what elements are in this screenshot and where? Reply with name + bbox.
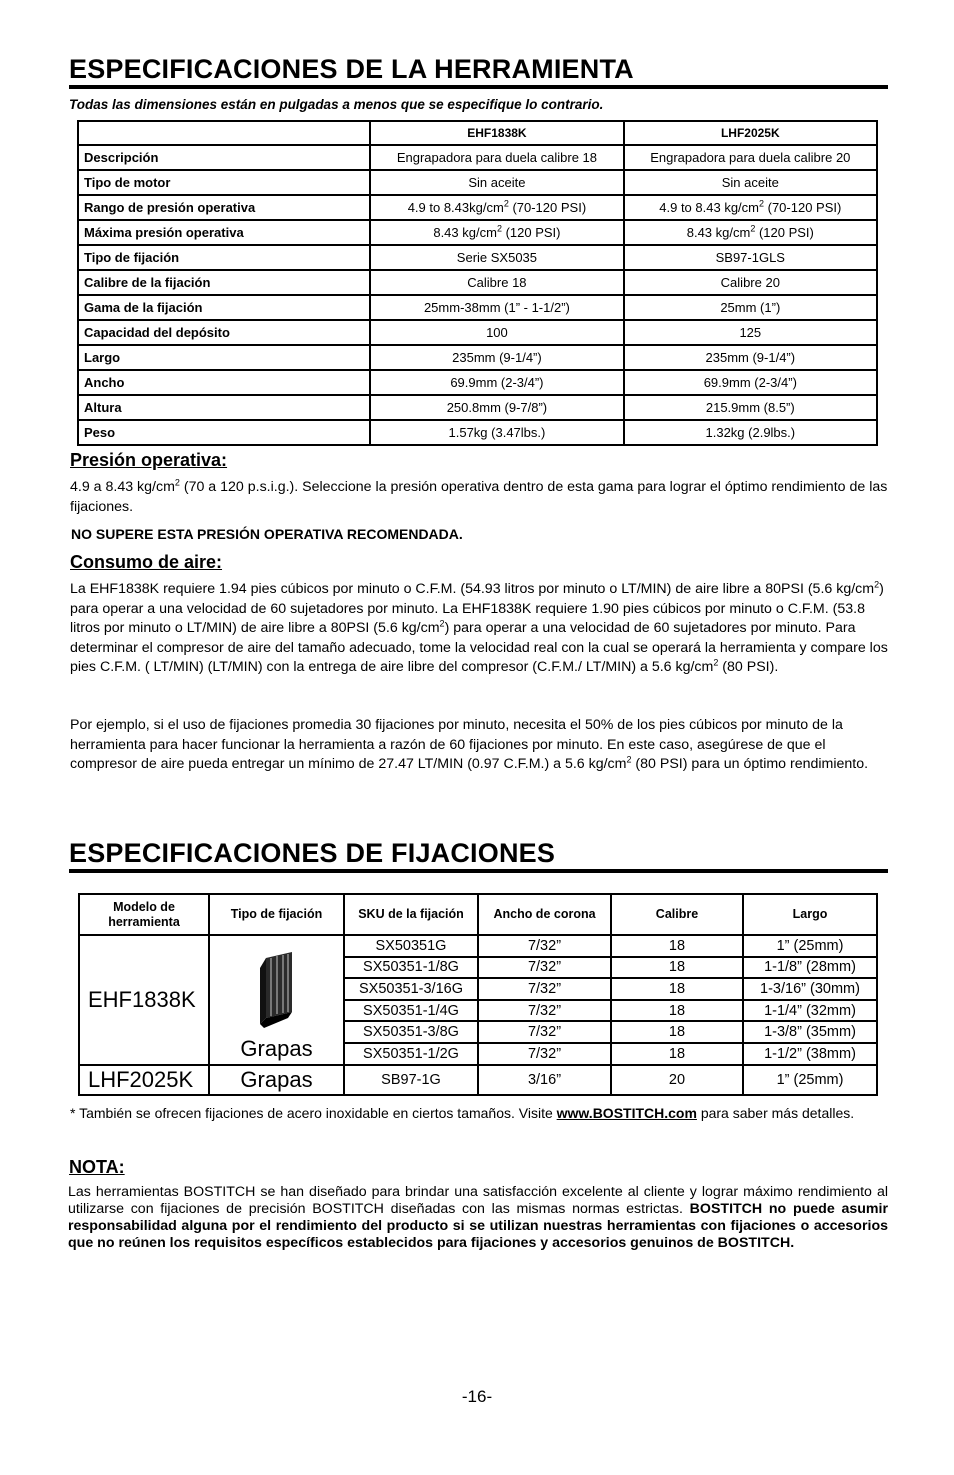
row-label: Ancho <box>78 370 370 395</box>
page-number: -16- <box>461 1387 493 1406</box>
fastener-type-label: Grapas <box>240 1035 313 1061</box>
crown-cell: 7/32” <box>478 957 611 979</box>
cell-ehf: Engrapadora para duela calibre 18 <box>370 145 623 170</box>
table-row <box>78 370 877 395</box>
cell-lhf: SB97-1GLS <box>624 245 877 270</box>
crown-cell: 7/32” <box>478 935 611 957</box>
table-row <box>78 195 877 220</box>
fastener-footnote: * También se ofrecen fijaciones de acero inoxidable en ciertos tamaños. Visite www.BOSTITCH.com para saber más detalles. <box>70 1105 855 1121</box>
crown-cell: 7/32” <box>478 1021 611 1043</box>
row-label: Altura <box>78 395 370 420</box>
cell-lhf: 1.32kg (2.9lbs.) <box>624 420 877 445</box>
header-crown: Ancho de corona <box>478 894 611 935</box>
cell-ehf: 100 <box>370 320 623 345</box>
header-blank <box>78 121 370 145</box>
row-label: Tipo de motor <box>78 170 370 195</box>
cell-ehf: 69.9mm (2-3/4”) <box>370 370 623 395</box>
table-row <box>78 295 877 320</box>
table-row <box>79 935 877 957</box>
row-label: Capacidad del depósito <box>78 320 370 345</box>
table-row <box>78 245 877 270</box>
table-row <box>79 1065 877 1095</box>
model-lhf2025k: LHF2025K <box>79 1065 209 1095</box>
cell-ehf: 4.9 to $8.43kg/cm^2$ (70-120 PSI) <box>370 195 623 220</box>
bostitch-link[interactable]: www.BOSTITCH.com <box>556 1105 697 1121</box>
length-cell: 1-1/4” (32mm) <box>743 1000 877 1022</box>
sku-cell: SX50351-1/4G <box>344 1000 478 1022</box>
cell-ehf: Calibre 18 <box>370 270 623 295</box>
header-length: Largo <box>743 894 877 935</box>
cell-ehf: 235mm (9-1/4”) <box>370 345 623 370</box>
crown-cell: 7/32” <box>478 978 611 1000</box>
row-label: Descripción <box>78 145 370 170</box>
gauge-cell: 18 <box>611 1000 743 1022</box>
length-cell: 1” (25mm) <box>743 1065 877 1095</box>
length-cell: 1-1/2” (38mm) <box>743 1043 877 1065</box>
table-row <box>78 145 877 170</box>
row-label: Peso <box>78 420 370 445</box>
fastener-spec-table <box>78 893 878 1096</box>
row-label: Gama de la fijación <box>78 295 370 320</box>
pressure-warning: NO SUPERE ESTA PRESIÓN OPERATIVA RECOMENDADA. <box>71 526 463 542</box>
cell-ehf: 8.43 $kg/cm^2$ (120 PSI) <box>370 220 623 245</box>
crown-cell: 7/32” <box>478 1043 611 1065</box>
header-model: Modelo de herramienta <box>79 894 209 935</box>
staple-strip-icon <box>256 952 298 1028</box>
header-sku: SKU de la fijación <box>344 894 478 935</box>
cell-lhf: Engrapadora para duela calibre 20 <box>624 145 877 170</box>
table-row <box>78 345 877 370</box>
pressure-heading: Presión operativa: <box>70 450 228 470</box>
table-row <box>78 320 877 345</box>
nota-body: Las herramientas BOSTITCH se han diseñado para brindar una satisfacción excelente al cliente y lograr máximo rendimiento al utilizarse con fijaciones de precisión BOSTITCH diseñadas con las mismas normas estrictas. BOSTITCH no puede asumir responsabilidad alguna por el rendimiento del producto si se utilizan nuestras herramientas con fijaciones o accesorios que no reúnen los requisitos específicos establecidos para fijaciones y accesorios genuinos de BOSTITCH. <box>68 1184 888 1251</box>
sku-cell: SB97-1G <box>344 1065 478 1095</box>
cell-lhf: Calibre 20 <box>624 270 877 295</box>
length-cell: 1-3/8” (35mm) <box>743 1021 877 1043</box>
table-row <box>78 420 877 445</box>
cell-ehf: 250.8mm (9-7/8”) <box>370 395 623 420</box>
cell-lhf: 125 <box>624 320 877 345</box>
sku-cell: SX50351-1/8G <box>344 957 478 979</box>
air-paragraph-2: Por ejemplo, si el uso de fijaciones promedia 30 fijaciones por minuto, necesita el 50% de los pies cúbicos por minuto de la herramienta para hacer funcionar la herramienta a razón de 60 fijaciones por minuto. En este caso, asegúrese de que el compresor de aire pueda entregar un mínimo de 27.47 LT/MIN (0.97 C.F.M.) a 5.6 $kg/cm^2$ (80 PSI) para un óptimo rendimiento. <box>70 717 869 772</box>
tool-spec-title: ESPECIFICACIONES DE LA HERRAMIENTA <box>69 54 888 89</box>
cell-lhf: 25mm (1”) <box>624 295 877 320</box>
pressure-paragraph: 4.9 a 8.43 $kg/cm^2$ (70 a 120 p.s.i.g.). Seleccione la presión operativa dentro de esta gama para lograr el óptimo rendimiento de las fijaciones. <box>70 477 888 515</box>
sku-cell: SX50351-3/16G <box>344 978 478 1000</box>
length-cell: 1-1/8” (28mm) <box>743 957 877 979</box>
row-label: Máxima presión operativa <box>78 220 370 245</box>
cell-ehf: 25mm-38mm (1” - 1-1/2”) <box>370 295 623 320</box>
row-label: Rango de presión operativa <box>78 195 370 220</box>
length-cell: 1-3/16” (30mm) <box>743 978 877 1000</box>
row-label: Tipo de fijación <box>78 245 370 270</box>
nota-bold-text: BOSTITCH no puede asumir responsabilidad alguna por el rendimiento del producto si se utilizan nuestras herramientas con fijaciones o accesorios que no reúnen los requisitos específicos establecidos para fijaciones y accesorios genuinos de BOSTITCH. <box>68 1201 888 1251</box>
table-header-row <box>78 121 877 145</box>
gauge-cell: 18 <box>611 957 743 979</box>
table-row <box>78 220 877 245</box>
fastener-type-cell <box>209 935 344 1065</box>
header-lhf2025k: LHF2025K <box>624 121 877 145</box>
cell-lhf: 69.9mm (2-3/4”) <box>624 370 877 395</box>
cell-ehf: 1.57kg (3.47lbs.) <box>370 420 623 445</box>
length-cell: 1” (25mm) <box>743 935 877 957</box>
dimensions-note: Todas las dimensiones están en pulgadas a menos que se especifique lo contrario. <box>69 97 604 112</box>
fastener-type-label: Grapas <box>209 1065 344 1095</box>
row-label: Largo <box>78 345 370 370</box>
table-header-row <box>79 894 877 935</box>
air-heading: Consumo de aire: <box>70 552 223 572</box>
gauge-cell: 18 <box>611 978 743 1000</box>
gauge-cell: 18 <box>611 1043 743 1065</box>
header-type: Tipo de fijación <box>209 894 344 935</box>
row-label: Calibre de la fijación <box>78 270 370 295</box>
fastener-spec-title: ESPECIFICACIONES DE FIJACIONES <box>69 838 888 873</box>
cell-lhf: 4.9 to 8.43 $kg/cm^2$ (70-120 PSI) <box>624 195 877 220</box>
cell-lhf: 215.9mm (8.5”) <box>624 395 877 420</box>
header-gauge: Calibre <box>611 894 743 935</box>
crown-cell: 7/32” <box>478 1000 611 1022</box>
cell-lhf: Sin aceite <box>624 170 877 195</box>
gauge-cell: 18 <box>611 935 743 957</box>
sku-cell: SX50351-1/2G <box>344 1043 478 1065</box>
table-row <box>78 170 877 195</box>
gauge-cell: 18 <box>611 1021 743 1043</box>
tool-spec-table <box>77 120 878 446</box>
header-ehf1838k: EHF1838K <box>370 121 623 145</box>
cell-lhf: 235mm (9-1/4”) <box>624 345 877 370</box>
model-ehf1838k: EHF1838K <box>79 935 209 1065</box>
cell-lhf: 8.43 $kg/cm^2$ (120 PSI) <box>624 220 877 245</box>
gauge-cell: 20 <box>611 1065 743 1095</box>
sku-cell: SX50351G <box>344 935 478 957</box>
sku-cell: SX50351-3/8G <box>344 1021 478 1043</box>
crown-cell: 3/16” <box>478 1065 611 1095</box>
air-paragraph-1: La EHF1838K requiere 1.94 pies cúbicos por minuto o C.F.M. (54.93 litros por minuto o LT/MIN) de aire libre a 80PSI (5.6 $kg/cm^2$) para operar a una velocidad de 60 sujetadores por minuto. La EHF1838K requiere 1.90 pies cúbicos por minuto o C.F.M. (53.8 litros por minuto o LT/MIN) de aire libre a 80PSI (5.6 $kg/cm^2$) para operar a una velocidad de 60 sujetadores por minuto. Para determinar el compresor de aire del tamaño adecuado, tome la velocidad real con la cual se operará la herramienta y compare los pies C.F.M. ( LT/MIN) (LT/MIN) con la entrega de aire libre del compresor (C.F.M./ LT/MIN) a 5.6 $kg/cm^2$ (80 PSI). <box>70 579 888 675</box>
cell-ehf: Sin aceite <box>370 170 623 195</box>
nota-heading: NOTA: <box>69 1157 125 1177</box>
table-row <box>78 270 877 295</box>
cell-ehf: Serie SX5035 <box>370 245 623 270</box>
table-row <box>78 395 877 420</box>
